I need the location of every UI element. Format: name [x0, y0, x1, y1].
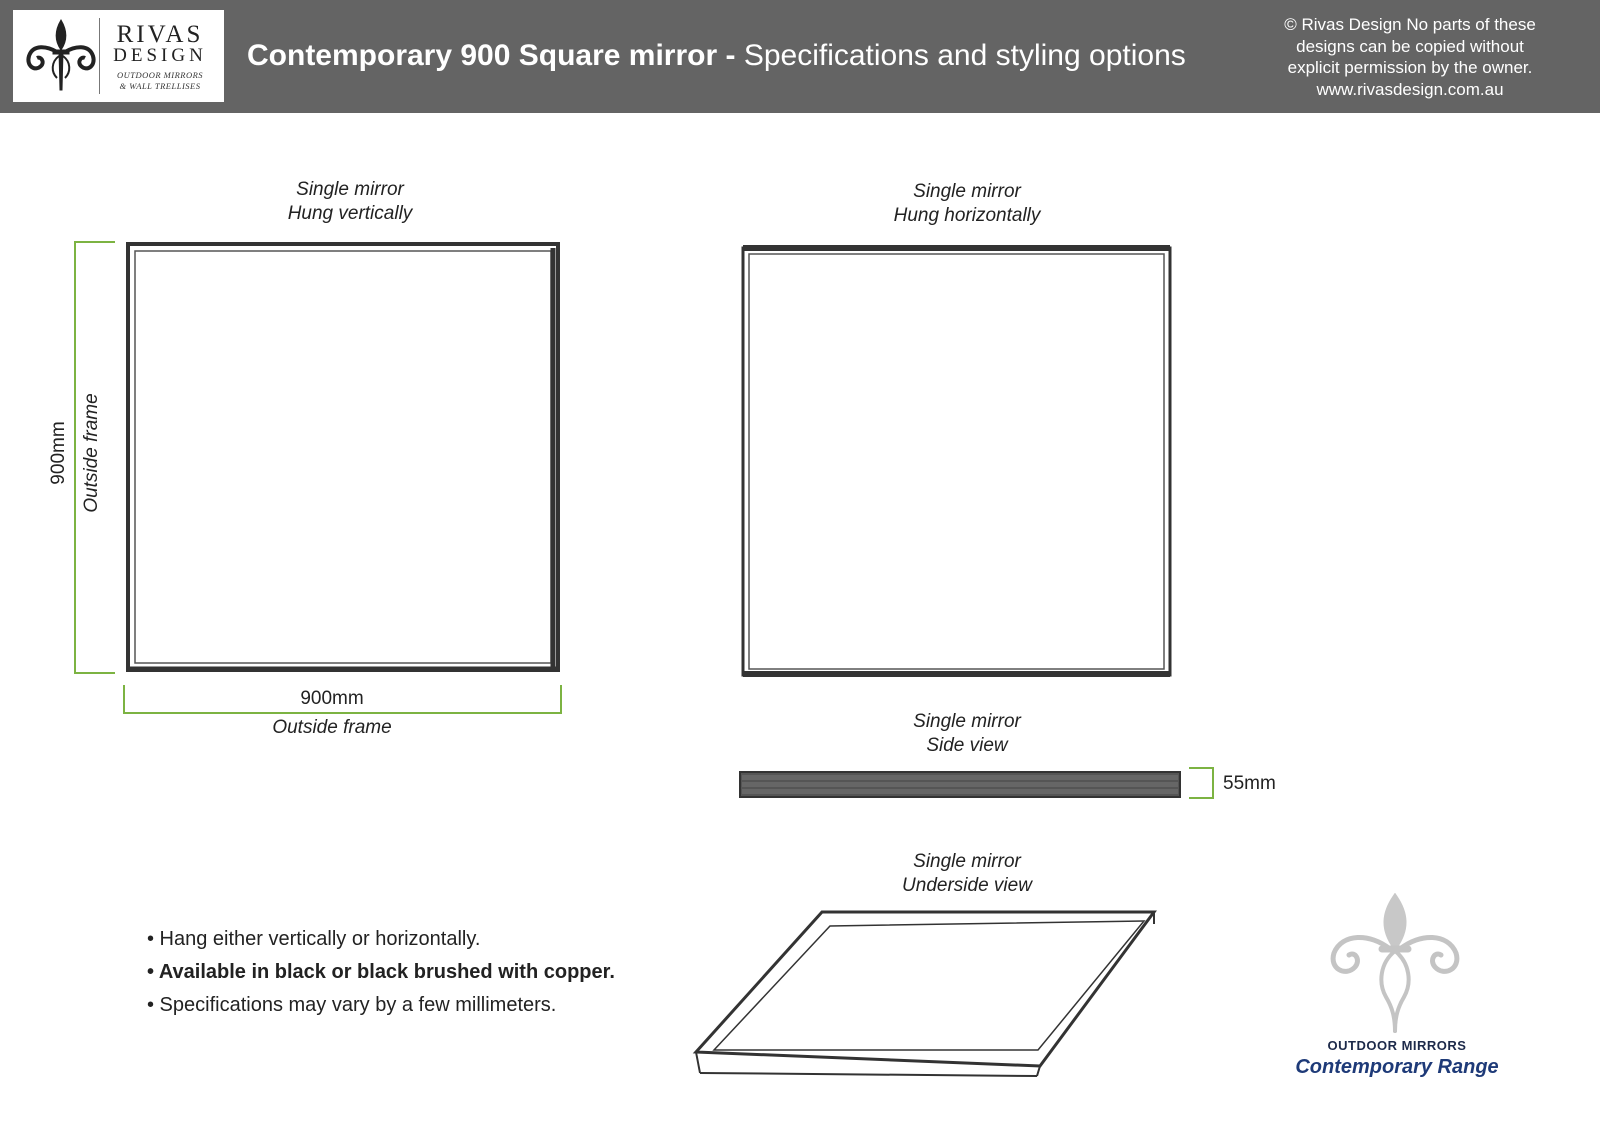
height-outside-frame-label: Outside frame [81, 393, 102, 513]
underside-view-caption [867, 850, 1067, 898]
caption-line: Underside view [902, 875, 1032, 896]
depth-dimension-line [1189, 768, 1213, 798]
caption-line: Hung vertically [287, 203, 413, 224]
page-title-bold: Contemporary 900 Square mirror - [247, 39, 736, 72]
copyright-line: © Rivas Design No parts of these [1284, 15, 1536, 34]
height-value-label: 900mm [48, 421, 69, 485]
copyright-line: explicit permission by the owner. [1287, 58, 1533, 77]
logo-brand-line1: RIVAS [116, 21, 204, 48]
caption-line: Single mirror [913, 851, 1021, 872]
width-outside-frame-label: Outside frame [272, 717, 392, 738]
vertical-mirror-drawing [128, 244, 558, 670]
caption-line: Side view [926, 735, 1008, 756]
caption-line: Single mirror [913, 711, 1021, 732]
copyright-line: designs can be copied without [1296, 36, 1524, 56]
note-item: • Available in black or black brushed with copper. [147, 961, 615, 983]
range-kicker: OUTDOOR MIRRORS [1327, 1038, 1467, 1053]
logo-brand-line2: DESIGN [113, 45, 207, 66]
page-title-regular: Specifications and styling options [735, 39, 1186, 72]
side-view-caption [867, 710, 1067, 758]
underside-view-drawing [696, 912, 1154, 1076]
side-view-drawing [740, 772, 1180, 797]
note-item: • Specifications may vary by a few millimeters. [147, 994, 557, 1016]
depth-value-label: 55mm [1223, 773, 1276, 794]
width-value-label: 900mm [300, 688, 364, 709]
website-link[interactable]: www.rivasdesign.com.au [1316, 79, 1504, 99]
horizontal-mirror-drawing [743, 248, 1170, 675]
spec-notes [147, 923, 615, 1022]
caption-line: Hung horizontally [893, 205, 1041, 226]
logo-tagline-line1: OUTDOOR MIRRORS [116, 70, 204, 80]
horizontal-view-caption [857, 180, 1077, 228]
vertical-view-caption [250, 178, 450, 226]
range-name: Contemporary Range [1295, 1056, 1499, 1078]
caption-line: Single mirror [296, 179, 404, 200]
logo-tagline-line2: & WALL TRELLISES [119, 81, 201, 91]
caption-line: Single mirror [913, 181, 1021, 202]
fleur-de-lis-watermark-icon [1320, 893, 1470, 1035]
note-item: • Hang either vertically or horizontally. [147, 928, 481, 950]
